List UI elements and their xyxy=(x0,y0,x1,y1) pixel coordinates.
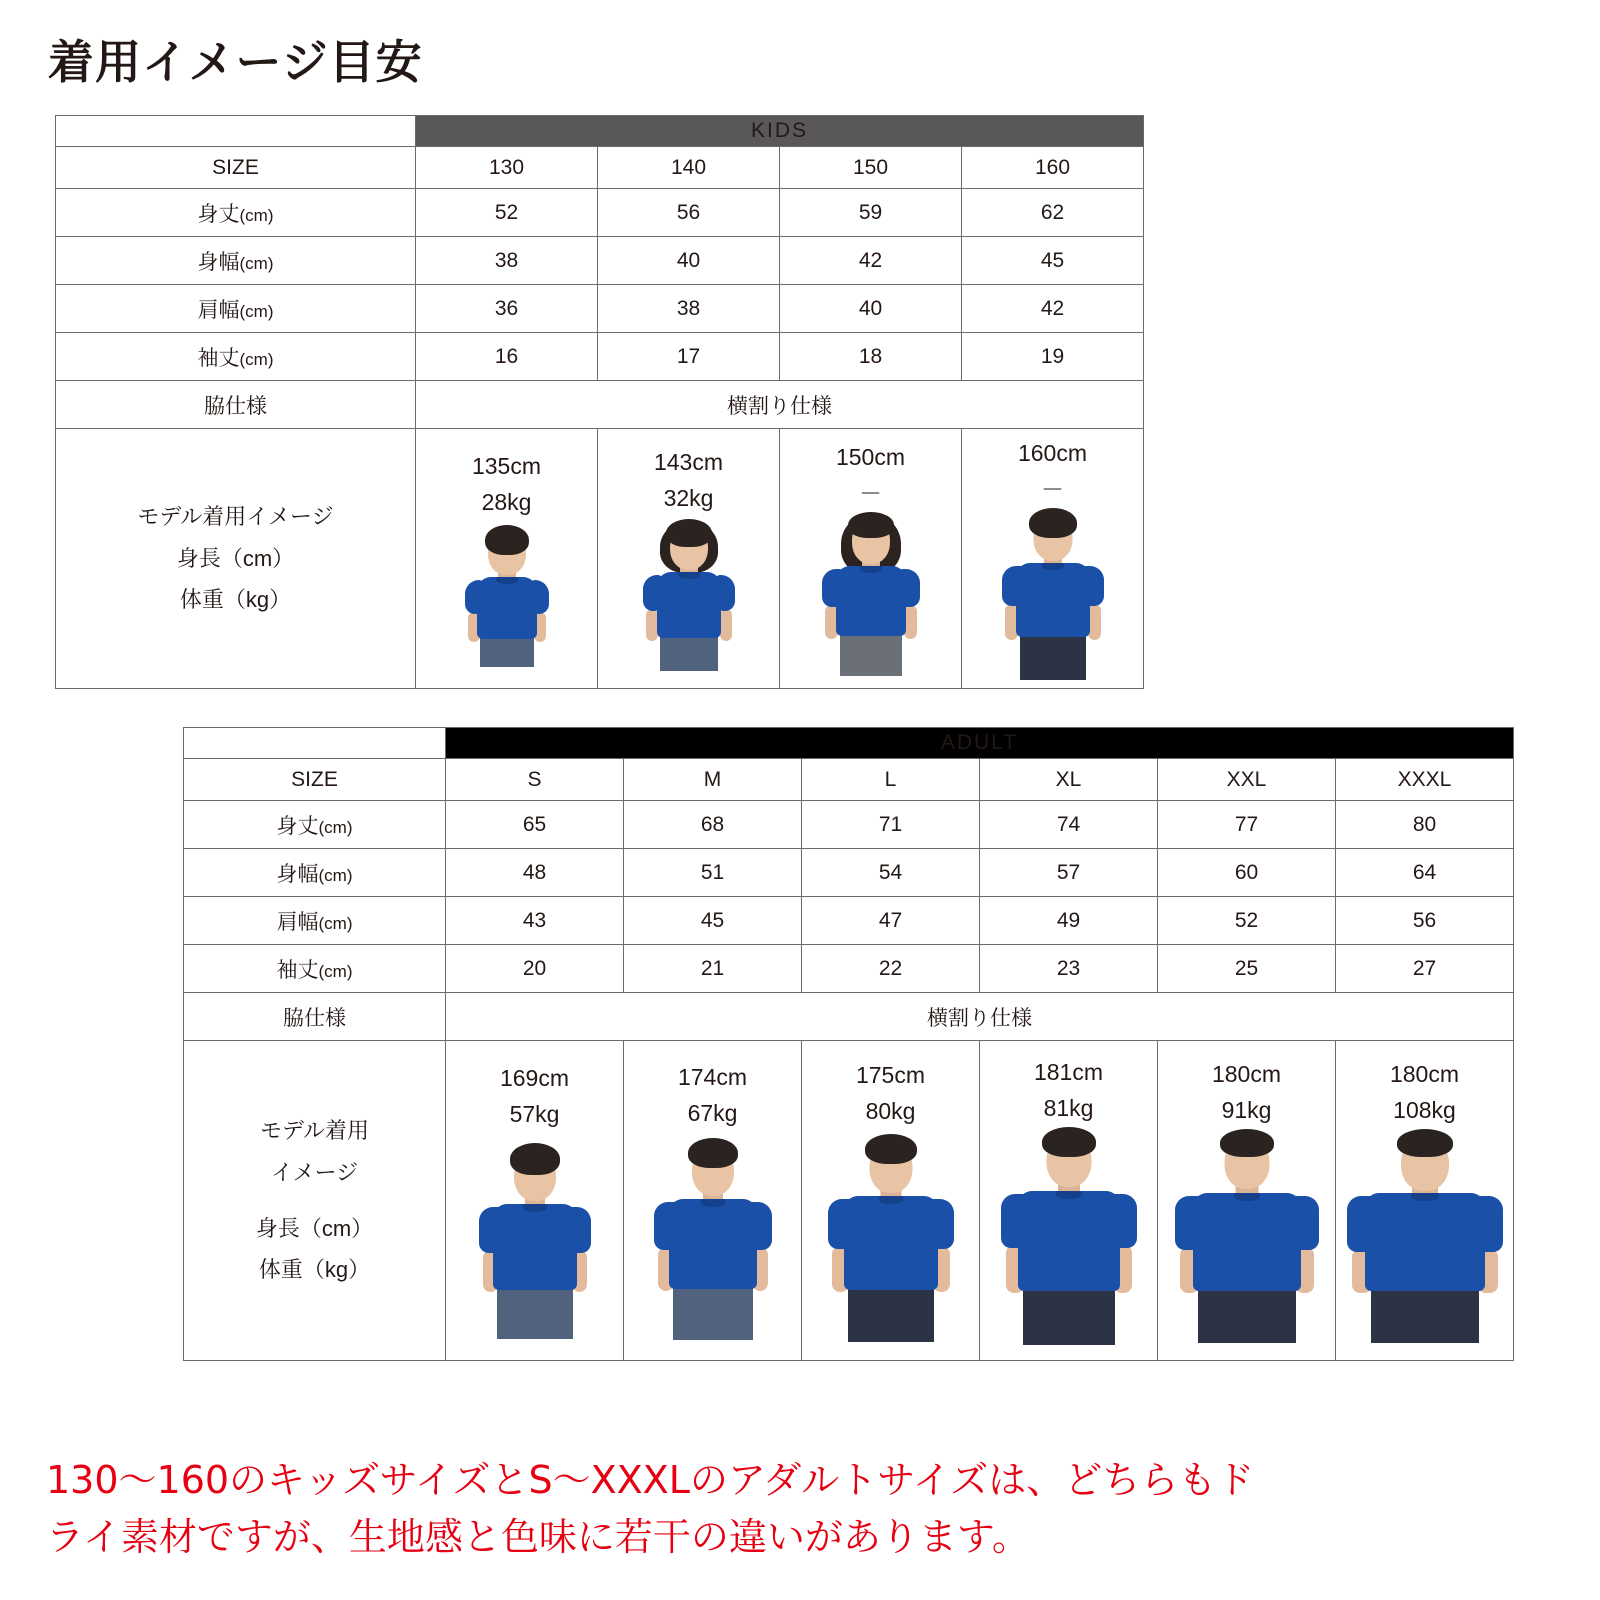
adult-size-xl: XL xyxy=(980,759,1158,801)
adult-model-m-figure xyxy=(641,1138,785,1340)
kids-label-shoulder-text: 肩幅 xyxy=(197,298,240,322)
adult-model-m-weight: 67kg xyxy=(687,1099,738,1126)
kids-label-length-unit: (cm) xyxy=(239,205,274,225)
kids-row-label-side-spec: 脇仕様 xyxy=(56,381,416,429)
adult-label-length-unit: (cm) xyxy=(318,817,353,837)
adult-model-xl-weight: 81kg xyxy=(1043,1094,1094,1121)
adult-model-label-1: モデル着用 xyxy=(260,1117,369,1143)
table-row-adult-shoulder xyxy=(184,897,1514,945)
kids-shoulder-160: 42 xyxy=(962,285,1144,333)
adult-length-xl: 74 xyxy=(980,801,1158,849)
kids-length-140: 56 xyxy=(598,189,780,237)
adult-model-label-4: 体重（kg） xyxy=(258,1257,371,1283)
adult-row-label-width xyxy=(184,849,446,897)
adult-model-xxl-figure xyxy=(1167,1129,1327,1343)
kids-model-label-3: 体重（kg） xyxy=(179,587,292,613)
adult-sleeve-l: 22 xyxy=(802,945,980,993)
adult-label-length-text: 身丈 xyxy=(276,814,319,838)
adult-size-l: L xyxy=(802,759,980,801)
adult-size-m: M xyxy=(624,759,802,801)
adult-model-xxl xyxy=(1158,1041,1336,1361)
adult-model-l-weight: 80kg xyxy=(865,1097,916,1124)
adult-size-s: S xyxy=(446,759,624,801)
kids-model-130-figure xyxy=(457,525,557,667)
kids-model-140-figure xyxy=(634,519,744,671)
adult-label-sleeve-unit: (cm) xyxy=(318,961,353,981)
kids-label-length-text: 身丈 xyxy=(197,202,240,226)
adult-model-m xyxy=(624,1041,802,1361)
kids-table-container xyxy=(55,115,1144,689)
table-row-adult-length xyxy=(184,801,1514,849)
adult-model-m-height: 174cm xyxy=(677,1064,748,1091)
kids-sleeve-130: 16 xyxy=(416,333,598,381)
adult-model-s-height: 169cm xyxy=(499,1065,570,1092)
kids-size-150: 150 xyxy=(780,147,962,189)
adult-shoulder-xxl: 52 xyxy=(1158,897,1336,945)
kids-model-150 xyxy=(780,429,962,689)
kids-model-160-height: 160cm xyxy=(1017,440,1088,467)
adult-sleeve-xl: 23 xyxy=(980,945,1158,993)
kids-width-150: 42 xyxy=(780,237,962,285)
page-title: 着用イメージ目安 xyxy=(48,35,423,89)
kids-row-label-length xyxy=(56,189,416,237)
adult-shoulder-m: 45 xyxy=(624,897,802,945)
adult-table-container xyxy=(183,727,1514,1361)
adult-shoulder-xxxl: 56 xyxy=(1336,897,1514,945)
kids-width-160: 45 xyxy=(962,237,1144,285)
table-row-kids-models xyxy=(56,429,1144,689)
kids-row-label-width xyxy=(56,237,416,285)
kids-row-label-shoulder xyxy=(56,285,416,333)
kids-row-label-sleeve xyxy=(56,333,416,381)
adult-model-l-figure xyxy=(816,1134,966,1342)
adult-label-width-unit: (cm) xyxy=(318,865,353,885)
table-row-adult-sleeve xyxy=(184,945,1514,993)
kids-model-140-weight: 32kg xyxy=(663,484,714,511)
kids-model-140-height: 143cm xyxy=(653,449,724,476)
adult-length-xxl: 77 xyxy=(1158,801,1336,849)
kids-model-130 xyxy=(416,429,598,689)
table-row-kids-size xyxy=(56,147,1144,189)
kids-width-140: 40 xyxy=(598,237,780,285)
kids-row-label-model xyxy=(56,429,416,689)
kids-label-shoulder-unit: (cm) xyxy=(239,301,274,321)
kids-length-160: 62 xyxy=(962,189,1144,237)
kids-size-table xyxy=(55,115,1144,689)
adult-side-spec-value: 横割り仕様 xyxy=(446,993,1514,1041)
adult-length-s: 65 xyxy=(446,801,624,849)
adult-size-xxxl: XXXL xyxy=(1336,759,1514,801)
kids-row-label-size: SIZE xyxy=(56,147,416,189)
adult-shoulder-s: 43 xyxy=(446,897,624,945)
adult-model-xxxl-figure xyxy=(1343,1129,1507,1343)
adult-sleeve-s: 20 xyxy=(446,945,624,993)
kids-model-130-weight: 28kg xyxy=(481,488,532,515)
kids-size-130: 130 xyxy=(416,147,598,189)
table-row-adult-size xyxy=(184,759,1514,801)
kids-length-130: 52 xyxy=(416,189,598,237)
kids-model-label-2: 身長（cm） xyxy=(176,545,295,571)
adult-label-sleeve-text: 袖丈 xyxy=(276,958,319,982)
kids-shoulder-140: 38 xyxy=(598,285,780,333)
adult-sleeve-xxl: 25 xyxy=(1158,945,1336,993)
kids-model-130-height: 135cm xyxy=(471,453,542,480)
kids-shoulder-130: 36 xyxy=(416,285,598,333)
table-row-adult-models xyxy=(184,1041,1514,1361)
kids-label-width-text: 身幅 xyxy=(197,250,240,274)
adult-model-xxxl-height: 180cm xyxy=(1389,1061,1460,1088)
adult-corner-cell xyxy=(184,728,446,759)
adult-sleeve-xxxl: 27 xyxy=(1336,945,1514,993)
table-row-adult-band xyxy=(184,728,1514,759)
table-row-kids-width xyxy=(56,237,1144,285)
kids-label-width-unit: (cm) xyxy=(239,253,274,273)
adult-model-xl xyxy=(980,1041,1158,1361)
note-line-2: ライ素材ですが、生地感と色味に若干の違いがあります。 xyxy=(46,1515,1030,1559)
kids-corner-cell xyxy=(56,116,416,147)
kids-model-160 xyxy=(962,429,1144,689)
kids-model-160-figure xyxy=(993,508,1113,680)
table-row-kids-sleeve xyxy=(56,333,1144,381)
adult-label-shoulder-text: 肩幅 xyxy=(276,910,319,934)
table-row-kids-length xyxy=(56,189,1144,237)
table-row-kids-shoulder xyxy=(56,285,1144,333)
adult-model-l xyxy=(802,1041,980,1361)
adult-width-s: 48 xyxy=(446,849,624,897)
adult-width-l: 54 xyxy=(802,849,980,897)
kids-length-150: 59 xyxy=(780,189,962,237)
adult-length-xxxl: 80 xyxy=(1336,801,1514,849)
kids-model-label-1: モデル着用イメージ xyxy=(137,503,334,529)
adult-model-s-weight: 57kg xyxy=(509,1100,560,1127)
table-row-adult-side-spec xyxy=(184,993,1514,1041)
adult-size-xxl: XXL xyxy=(1158,759,1336,801)
kids-model-140 xyxy=(598,429,780,689)
kids-label-sleeve-unit: (cm) xyxy=(239,349,274,369)
adult-row-label-size: SIZE xyxy=(184,759,446,801)
kids-sleeve-140: 17 xyxy=(598,333,780,381)
adult-width-xl: 57 xyxy=(980,849,1158,897)
kids-model-150-height: 150cm xyxy=(835,444,906,471)
kids-size-140: 140 xyxy=(598,147,780,189)
adult-model-xxl-weight: 91kg xyxy=(1221,1096,1272,1123)
adult-model-s xyxy=(446,1041,624,1361)
adult-label-shoulder-unit: (cm) xyxy=(318,913,353,933)
adult-sleeve-m: 21 xyxy=(624,945,802,993)
kids-model-150-weight: － xyxy=(859,479,882,506)
adult-row-label-side-spec: 脇仕様 xyxy=(184,993,446,1041)
adult-row-label-model xyxy=(184,1041,446,1361)
adult-length-m: 68 xyxy=(624,801,802,849)
adult-model-xl-height: 181cm xyxy=(1033,1059,1104,1086)
kids-width-130: 38 xyxy=(416,237,598,285)
adult-shoulder-l: 47 xyxy=(802,897,980,945)
kids-size-160: 160 xyxy=(962,147,1144,189)
note-line-1: 130〜160のキッズサイズとS〜XXXLのアダルトサイズは、どちらもド xyxy=(46,1458,1255,1502)
kids-band-label: KIDS xyxy=(416,116,1144,147)
adult-length-l: 71 xyxy=(802,801,980,849)
adult-band-label: ADULT xyxy=(446,728,1514,759)
note-text xyxy=(46,1452,1556,1566)
table-row-adult-width xyxy=(184,849,1514,897)
kids-shoulder-150: 40 xyxy=(780,285,962,333)
adult-model-xl-figure xyxy=(991,1127,1147,1345)
adult-model-xxl-height: 180cm xyxy=(1211,1061,1282,1088)
adult-label-width-text: 身幅 xyxy=(276,862,319,886)
adult-size-table xyxy=(183,727,1514,1361)
kids-side-spec-value: 横割り仕様 xyxy=(416,381,1144,429)
table-row-kids-band xyxy=(56,116,1144,147)
kids-sleeve-150: 18 xyxy=(780,333,962,381)
kids-sleeve-160: 19 xyxy=(962,333,1144,381)
adult-model-s-figure xyxy=(465,1143,605,1339)
adult-model-xxxl xyxy=(1336,1041,1514,1361)
adult-row-label-shoulder xyxy=(184,897,446,945)
adult-model-label-3: 身長（cm） xyxy=(255,1215,374,1241)
adult-shoulder-xl: 49 xyxy=(980,897,1158,945)
adult-width-xxxl: 64 xyxy=(1336,849,1514,897)
adult-width-xxl: 60 xyxy=(1158,849,1336,897)
adult-width-m: 51 xyxy=(624,849,802,897)
adult-model-xxxl-weight: 108kg xyxy=(1393,1096,1456,1123)
kids-model-150-figure xyxy=(813,512,929,676)
adult-model-label-2: イメージ xyxy=(270,1159,359,1185)
kids-model-160-weight: － xyxy=(1041,475,1064,502)
adult-row-label-sleeve xyxy=(184,945,446,993)
adult-row-label-length xyxy=(184,801,446,849)
kids-label-sleeve-text: 袖丈 xyxy=(197,346,240,370)
adult-model-l-height: 175cm xyxy=(855,1062,926,1089)
table-row-kids-side-spec xyxy=(56,381,1144,429)
